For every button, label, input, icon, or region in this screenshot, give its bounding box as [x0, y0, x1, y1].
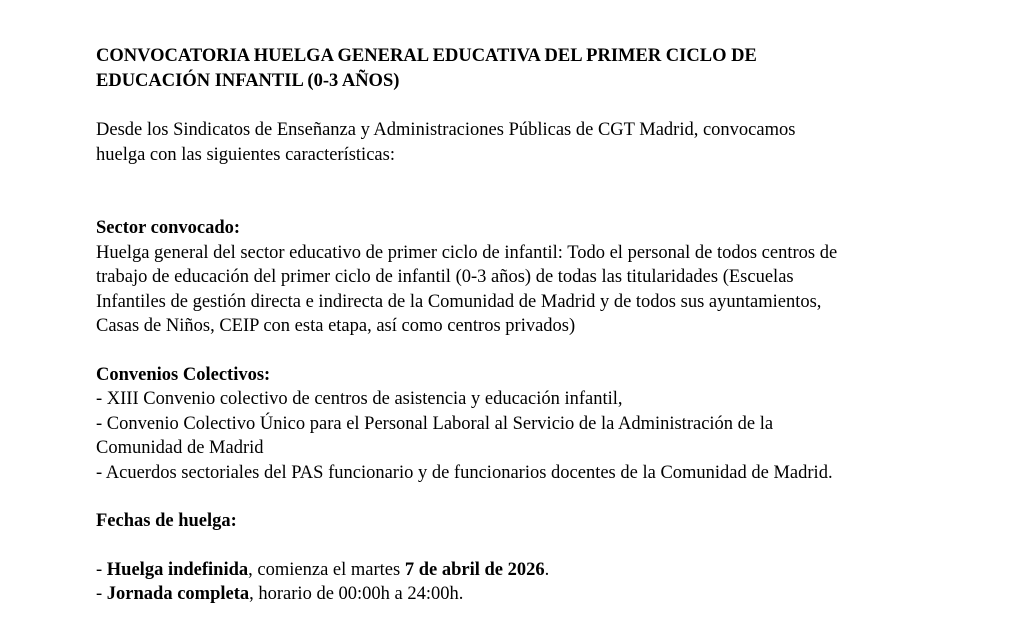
item-text: , horario de 00:00h a 24:00h.: [249, 584, 464, 604]
convenios-section: [96, 363, 976, 486]
item-text: , comienza el martes: [248, 559, 405, 580]
item-bold-date: 7 de abril de 2026: [404, 559, 545, 580]
item-bold-label: Jornada completa: [106, 584, 250, 604]
intro-line-2: huelga con las siguientes características:: [96, 144, 395, 165]
fechas-heading: Fechas de huelga:: [96, 511, 237, 531]
convenios-heading: Convenios Colectivos:: [96, 364, 271, 385]
convenios-line: - XIII Convenio colectivo de centros de asistencia y educación infantil,: [96, 389, 623, 409]
convenios-line: - Convenio Colectivo Único para el Personal Laboral al Servicio de la Administración de la: [96, 413, 774, 434]
sector-line: Casas de Niños, CEIP con esta etapa, así como centros privados): [96, 316, 576, 336]
sector-line: Infantiles de gestión directa e indirecta de la Comunidad de Madrid y de todos sus ayuntamientos,: [96, 291, 822, 312]
sector-heading: Sector convocado:: [96, 218, 241, 238]
document-body: [96, 44, 976, 607]
document-title: [96, 44, 976, 93]
fechas-item-huelga-indefinida: [96, 558, 976, 583]
fechas-list: [96, 558, 976, 607]
convenios-line: Comunidad de Madrid: [96, 438, 264, 458]
title-line-1: CONVOCATORIA HUELGA GENERAL EDUCATIVA DEL PRIMER CICLO DE: [96, 46, 757, 66]
sector-section: [96, 216, 976, 339]
title-line-2: EDUCACIÓN INFANTIL (0-3 AÑOS): [96, 70, 400, 91]
intro-paragraph: [96, 118, 976, 167]
fechas-item-jornada-completa: [96, 582, 976, 607]
item-prefix: -: [96, 559, 107, 580]
fechas-section: [96, 509, 976, 607]
sector-line: trabajo de educación del primer ciclo de infantil (0-3 años) de todas las titularidades (Escuelas: [96, 267, 794, 287]
intro-line-1: Desde los Sindicatos de Enseñanza y Administraciones Públicas de CGT Madrid, convocamos: [96, 120, 796, 140]
item-prefix: -: [96, 584, 107, 604]
sector-line: Huelga general del sector educativo de primer ciclo de infantil: Todo el personal de todos centros de: [96, 242, 838, 263]
convenios-line: - Acuerdos sectoriales del PAS funcionario y de funcionarios docentes de la Comunidad de Madrid.: [96, 462, 833, 483]
item-suffix: .: [544, 559, 550, 580]
item-bold-label: Huelga indefinida: [106, 559, 249, 580]
